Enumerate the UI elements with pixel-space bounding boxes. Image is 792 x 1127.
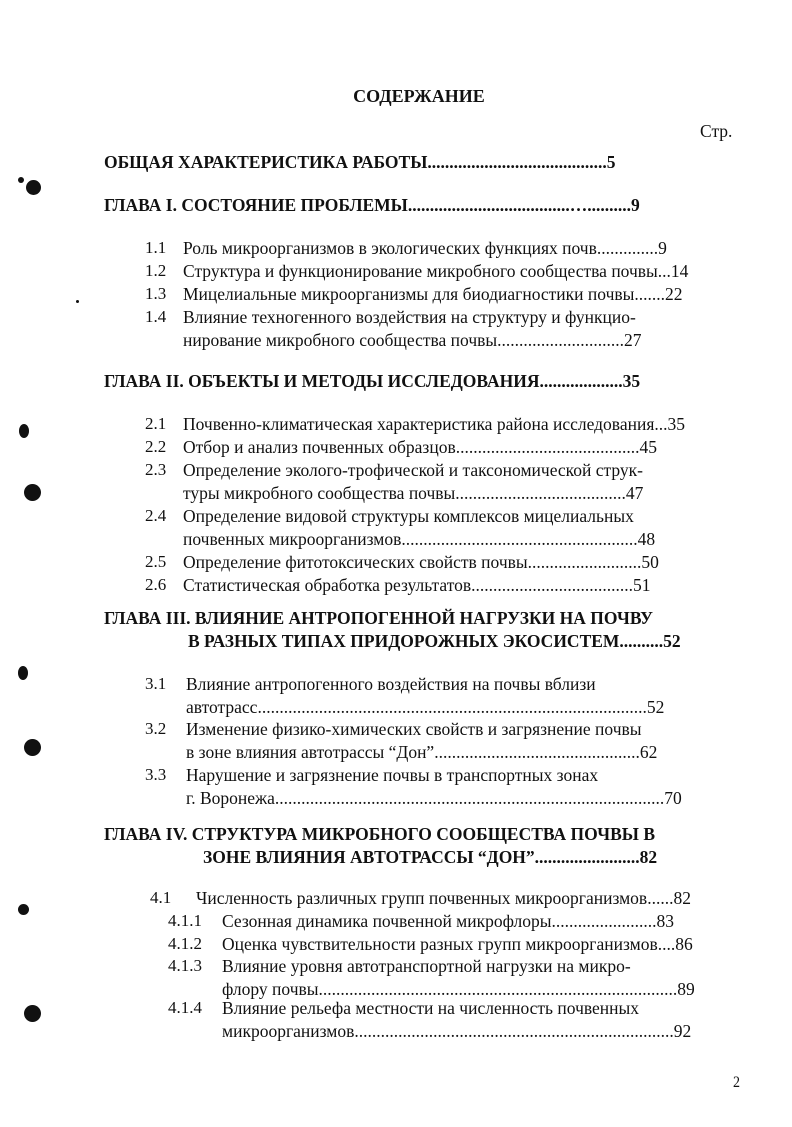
item-number: 4.1.1 xyxy=(168,911,202,930)
item-number: 2.6 xyxy=(145,575,167,594)
toc-entry: Определение эколого-трофической и таксономической струк- xyxy=(183,460,643,480)
toc-entry: Оценка чувствительности разных групп микроорганизмов....86 xyxy=(222,934,693,954)
item-number: 3.1 xyxy=(145,674,167,693)
item-number: 4.1.4 xyxy=(168,998,202,1017)
item-number: 3.2 xyxy=(145,719,167,738)
item-number: 4.1.2 xyxy=(168,934,202,953)
page-number: 2 xyxy=(733,1074,740,1091)
toc-entry: Влияние техногенного воздействия на структуру и функцио- xyxy=(183,307,636,327)
toc-entry-cont: флору почвы..................................................................................89 xyxy=(222,979,695,999)
item-number: 4.1.3 xyxy=(168,956,202,975)
toc-entry-cont: автотрасс.........................................................................................52 xyxy=(186,697,665,717)
toc-entry: Влияние антропогенного воздействия на почвы вблизи xyxy=(186,674,596,694)
binder-mark xyxy=(18,904,29,915)
toc-entry-cont: микроорганизмов.........................................................................92 xyxy=(222,1021,692,1041)
toc-entry: Определение видовой структуры комплексов мицелиальных xyxy=(183,506,634,526)
item-number: 2.4 xyxy=(145,506,167,525)
toc-entry: Роль микроорганизмов в экологических функциях почв..............9 xyxy=(183,238,667,258)
toc-entry: Изменение физико-химических свойств и загрязнение почвы xyxy=(186,719,642,739)
binder-mark xyxy=(19,424,29,438)
toc-entry: Структура и функционирование микробного сообщества почвы...14 xyxy=(183,261,689,281)
toc-entry: Влияние уровня автотранспортной нагрузки на микро- xyxy=(222,956,631,976)
item-number: 2.3 xyxy=(145,460,167,479)
item-number: 1.2 xyxy=(145,261,167,280)
chapter-heading-cont: В РАЗНЫХ ТИПАХ ПРИДОРОЖНЫХ ЭКОСИСТЕМ..........52 xyxy=(188,631,681,651)
toc-entry-cont: нирование микробного сообщества почвы.............................27 xyxy=(183,330,642,350)
binder-mark xyxy=(24,484,41,501)
item-number: 2.1 xyxy=(145,414,167,433)
toc-entry: Сезонная динамика почвенной микрофлоры........................83 xyxy=(222,911,675,931)
binder-mark xyxy=(24,739,41,756)
binder-mark xyxy=(26,180,41,195)
toc-entry: Почвенно-климатическая характеристика района исследования...35 xyxy=(183,414,685,434)
item-number: 2.2 xyxy=(145,437,167,456)
chapter-heading: ГЛАВА I. СОСТОЯНИЕ ПРОБЛЕМЫ.....................................…..........9 xyxy=(104,195,640,215)
toc-entry-general: ОБЩАЯ ХАРАКТЕРИСТИКА РАБОТЫ.........................................5 xyxy=(104,152,616,172)
chapter-heading: ГЛАВА IV. СТРУКТУРА МИКРОБНОГО СООБЩЕСТВА ПОЧВЫ В xyxy=(104,824,656,844)
chapter-heading: ГЛАВА III. ВЛИЯНИЕ АНТРОПОГЕННОЙ НАГРУЗКИ НА ПОЧВУ xyxy=(104,608,653,628)
binder-mark xyxy=(18,177,24,183)
page-column-label: Стр. xyxy=(700,121,733,141)
toc-entry: Определение фитотоксических свойств почвы..........................50 xyxy=(183,552,659,572)
item-number: 1.3 xyxy=(145,284,167,303)
item-number: 1.1 xyxy=(145,238,167,257)
toc-entry: Нарушение и загрязнение почвы в транспортных зонах xyxy=(186,765,599,785)
toc-entry-cont: почвенных микроорганизмов......................................................48 xyxy=(183,529,656,549)
toc-entry: Влияние рельефа местности на численность почвенных xyxy=(222,998,640,1018)
chapter-heading: ГЛАВА II. ОБЪЕКТЫ И МЕТОДЫ ИССЛЕДОВАНИЯ...................35 xyxy=(104,371,641,391)
item-number: 4.1 xyxy=(150,888,172,907)
toc-entry: Статистическая обработка результатов.....................................51 xyxy=(183,575,651,595)
page-title: СОДЕРЖАНИЕ xyxy=(353,86,485,106)
toc-entry-cont: г. Воронежа.........................................................................................70 xyxy=(186,788,682,808)
toc-entry-cont: туры микробного сообщества почвы.......................................47 xyxy=(183,483,644,503)
toc-entry: Численность различных групп почвенных микроорганизмов......82 xyxy=(196,888,691,908)
toc-entry: Мицелиальные микроорганизмы для биодиагностики почвы.......22 xyxy=(183,284,683,304)
item-number: 2.5 xyxy=(145,552,167,571)
binder-mark xyxy=(24,1005,41,1022)
item-number: 3.3 xyxy=(145,765,167,784)
chapter-heading-cont: ЗОНЕ ВЛИЯНИЯ АВТОТРАССЫ “ДОН”........................82 xyxy=(203,847,658,867)
binder-mark xyxy=(76,300,79,303)
toc-entry-cont: в зоне влияния автотрассы “Дон”...............................................62 xyxy=(186,742,658,762)
toc-entry: Отбор и анализ почвенных образцов..........................................45 xyxy=(183,437,657,457)
item-number: 1.4 xyxy=(145,307,167,326)
binder-mark xyxy=(18,666,28,680)
